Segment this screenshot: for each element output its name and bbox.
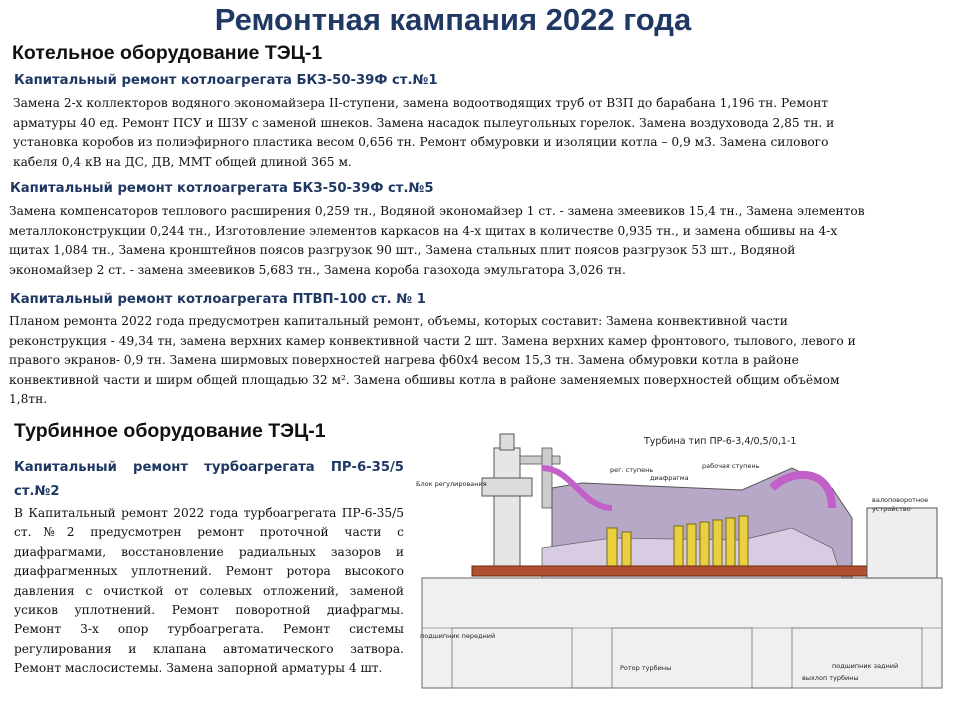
boiler-item-5-line: экономайзер 2 ст. - замена змеевиков 5,683 тн., Замена короба газохода эмульгатора 3,026 тн. [9, 262, 626, 277]
boiler-item-5-line: Замена компенсаторов теплового расширения 0,259 тн., Водяной экономайзер 1 ст. - замена змеевиков 15,4 тн., Замена элементов [9, 204, 865, 218]
label-rear-bearing: подшипник задний [832, 662, 899, 670]
turbine-item-title-line: ст.№2 [14, 484, 60, 499]
boiler-item-1-line: арматуры 40 ед. Ремонт ПСУ и ШЗУ с заменой шнеков. Замена насадок пылеугольных горелок. Замена воздуховода 2,85 тн. и [13, 115, 835, 130]
boiler-item-1-line: кабеля 0,4 кВ на ДС, ДВ, ММТ общей длиной 365 м. [13, 154, 352, 169]
label-reg-block: Блок регулирования [416, 480, 487, 488]
label-exhaust: выхлоп турбины [802, 674, 859, 682]
boiler-ptvp-line: 1,8тн. [9, 392, 48, 407]
label-diaphragm: диафрагма [650, 474, 689, 482]
turbine-section-heading: Турбинное оборудование ТЭЦ-1 [14, 420, 326, 442]
page-title: Ремонтная кампания 2022 года [214, 2, 692, 37]
boiler-section-heading: Котельное оборудование ТЭЦ-1 [12, 42, 323, 64]
boiler-item-1-line: Замена 2-х коллекторов водяного экономайзера II-ступени, замена водоотводящих труб от ВЗП до барабана 1,196 тн. Ремонт [13, 96, 829, 110]
boiler-item-1-title: Капитальный ремонт котлоагрегата БКЗ-50-39Ф ст.№1 [14, 73, 438, 88]
boiler-ptvp-line: конвективной части и ширм общей площадью 32 м². Замена обшивы котла в районе заменяемых поверхностей общим объёмом [9, 372, 840, 387]
label-shaft-device-1: валоповоротное [872, 496, 929, 504]
boiler-item-5-line: металлоконструкции 0,244 тн., Изготовление элементов каркасов на 4-х щитах в количестве 0,935 тн., и замена обшивы на 4-х [9, 223, 838, 238]
label-reg-stage: рег. ступень [610, 466, 654, 474]
turbine-rotor-shaft [472, 566, 912, 576]
boiler-ptvp-line: правого экранов- 0,9 тн. Замена ширмовых поверхностей нагрева ф60х4 весом 15,3 тн. Замена обмуровки котла в районе [9, 353, 799, 368]
boiler-item-5-text [9, 202, 954, 280]
boiler-item-1-line: установка коробов из полиэфирного пластика весом 0,656 тн. Ремонт обмуровки и изоляции котла – 0,9 м3. Замена силового [13, 135, 829, 150]
boiler-ptvp-line: Планом ремонта 2022 года предусмотрен капитальный ремонт, объемы, которых составит: Замена конвективной части [9, 314, 788, 328]
boiler-ptvp-title: Капитальный ремонт котлоагрегата ПТВП-100 ст. № 1 [10, 292, 426, 307]
boiler-item-1-text [13, 94, 953, 172]
boiler-item-5-line: щитах 1,084 тн., Замена кронштейнов поясов разгрузок 90 шт., Замена стальных плит поясов разгрузок 53 шт., Водяной [9, 243, 796, 258]
label-shaft-device-2: устройство [872, 505, 911, 513]
turbine-diagram [412, 428, 960, 718]
label-work-stage: рабочая ступень [702, 462, 760, 470]
boiler-ptvp-text [9, 312, 954, 410]
label-rotor: Ротор турбины [620, 664, 672, 672]
boiler-item-5-title: Капитальный ремонт котлоагрегата БКЗ-50-39Ф ст.№5 [10, 181, 434, 196]
diagram-title: Турбина тип ПР-6-3,4/0,5/0,1-1 [644, 436, 797, 447]
boiler-ptvp-line: реконструкция - 49,34 тн, замена верхних камер конвективной части 2 шт. Замена верхних камер фронтового, тылового, левого и [9, 333, 856, 348]
turbine-item-text: В Капитальный ремонт 2022 года турбоагрегата ПР-6-35/5 ст.№2 предусмотрен ремонт проточной части с диафрагмами, восстановление радиальных зазоров и диафрагменных уплотнений. Ремонт ротора высокого давления с очисткой от солевых отложений, заменой усиков уплотнений. Ремонт поворотной диафрагмы. Ремонт 3-х опор турбоагрегата. Ремонт системы регулирования и клапана автоматического затвора. Ремонт маслосистемы. Замена запорной арматуры 4 шт. [14, 506, 404, 676]
turbine-item-title [14, 456, 404, 504]
turbine-item-title-line: Капитальный ремонт турбоагрегата ПР-6-35/5 [14, 460, 404, 475]
label-front-bearing: подшипник передний [420, 632, 496, 640]
